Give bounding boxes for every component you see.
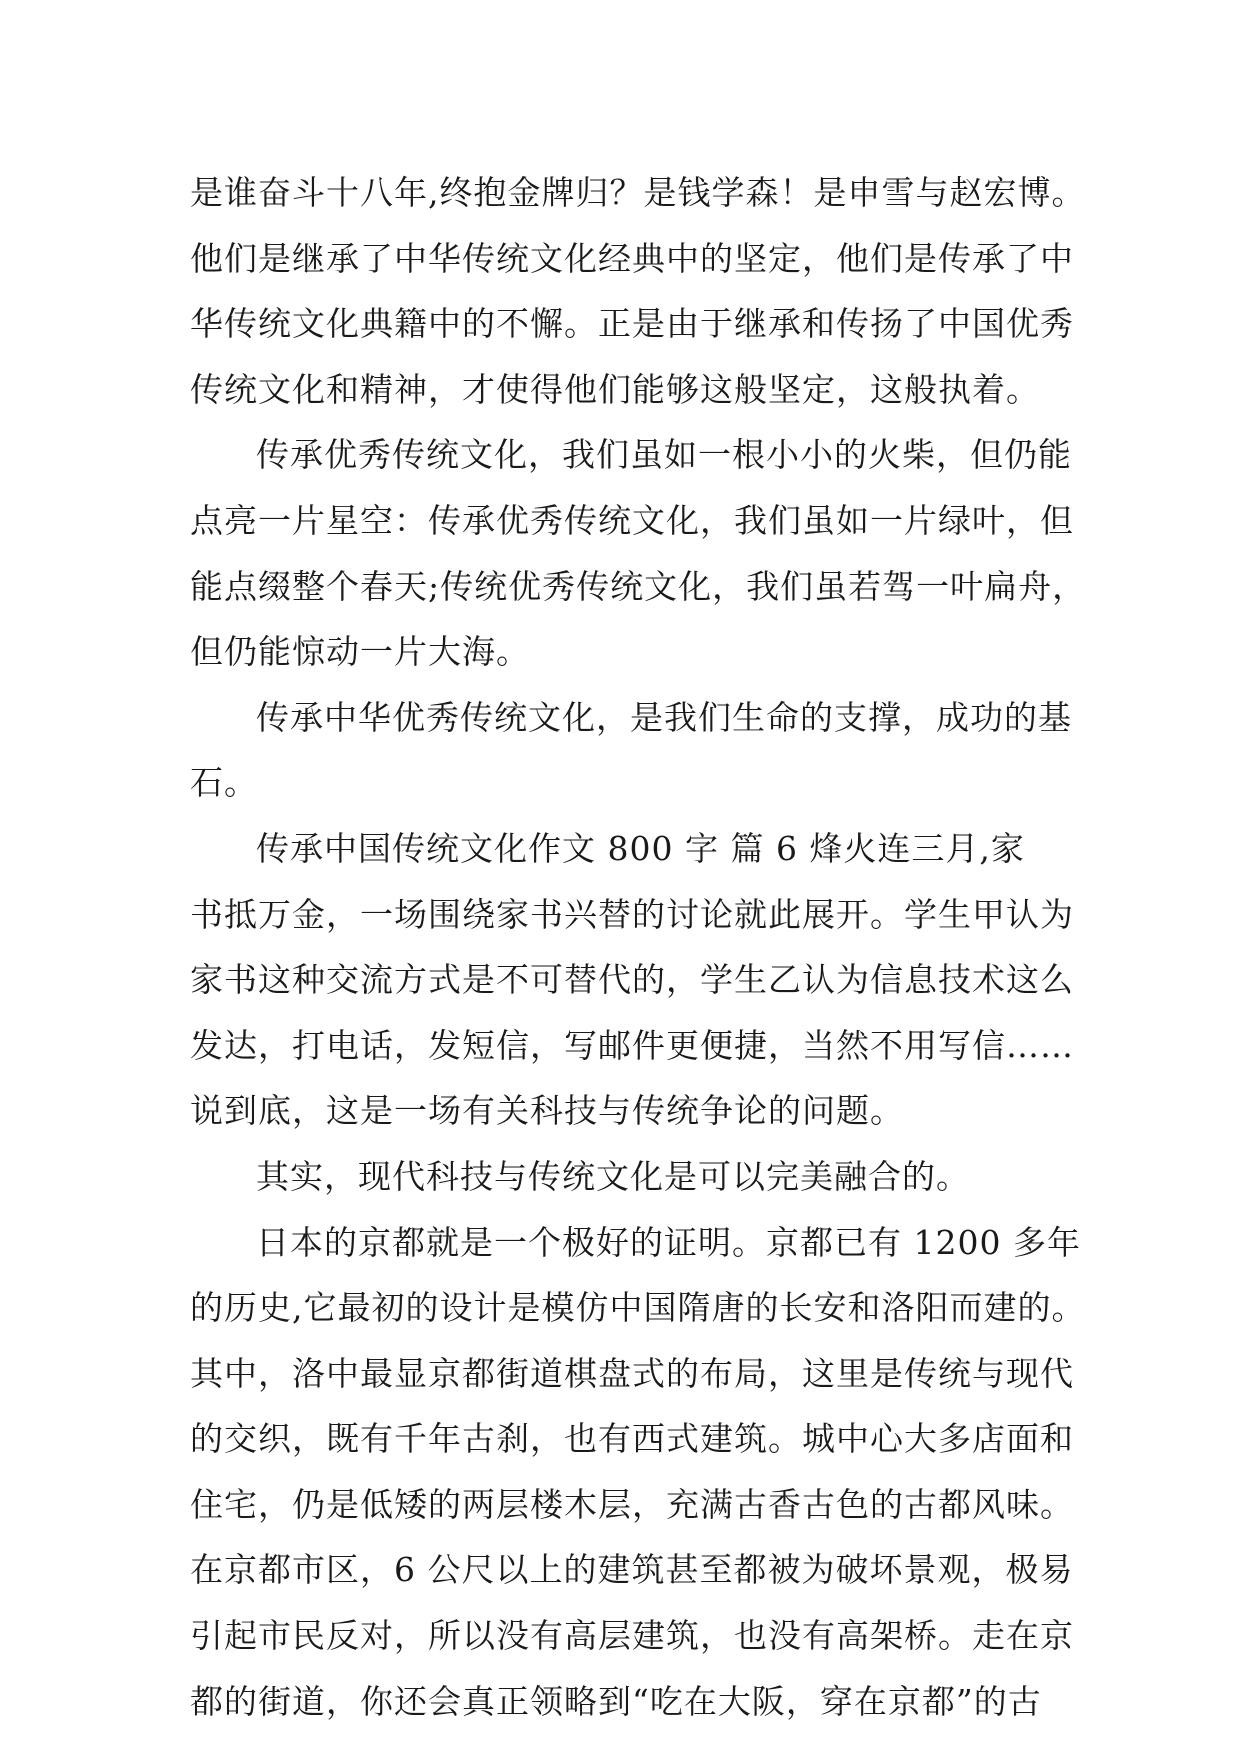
text-line: 的交织，既有千年古刹，也有西式建筑。城中心大多店面和 <box>190 1419 1074 1459</box>
text-line: 点亮一片星空：传承优秀传统文化，我们虽如一片绿叶，但 <box>190 500 1074 540</box>
text-line: 都的街道，你还会真正领略到“吃在大阪，穿在京都”的古 <box>190 1681 1042 1721</box>
text-line: 说到底，这是一场有关科技与传统争论的问题。 <box>190 1091 904 1131</box>
paragraph-first-line: 日本的京都就是一个极好的证明。京都已有 1200 多年 <box>256 1222 1081 1262</box>
text-line: 书抵万金，一场围绕家书兴替的讨论就此展开。学生甲认为 <box>190 894 1074 934</box>
text-line: 引起市民反对，所以没有高层建筑，也没有高架桥。走在京 <box>190 1616 1074 1656</box>
text-line: 其中，洛中最显京都街道棋盘式的布局，这里是传统与现代 <box>190 1353 1074 1393</box>
text-line: 发达，打电话，发短信，写邮件更便捷，当然不用写信…… <box>190 1025 1074 1065</box>
text-line: 但仍能惊动一片大海。 <box>190 632 530 672</box>
text-line: 他们是继承了中华传统文化经典中的坚定，他们是传承了中 <box>190 238 1074 278</box>
paragraph-first-line: 其实，现代科技与传统文化是可以完美融合的。 <box>256 1156 970 1196</box>
section-heading-line: 传承中国传统文化作文 800 字 篇 6 烽火连三月,家 <box>256 828 1025 868</box>
body-text <box>190 160 1090 1734</box>
paragraph-first-line: 传承中华优秀传统文化，是我们生命的支撑，成功的基 <box>256 697 1072 737</box>
text-line: 在京都市区，6 公尺以上的建筑甚至都被为破坏景观，极易 <box>190 1550 1074 1590</box>
text-line: 能点缀整个春天;传统优秀传统文化，我们虽若驾一叶扁舟， <box>190 566 1087 606</box>
text-line: 华传统文化典籍中的不懈。正是由于继承和传扬了中国优秀 <box>190 304 1074 344</box>
text-line: 住宅，仍是低矮的两层楼木层，充满古香古色的古都风味。 <box>190 1484 1074 1524</box>
paragraph-first-line: 传承优秀传统文化，我们虽如一根小小的火柴，但仍能 <box>256 435 1072 475</box>
text-line: 的历史,它最初的设计是模仿中国隋唐的长安和洛阳而建的。 <box>190 1288 1086 1328</box>
text-line: 家书这种交流方式是不可替代的，学生乙认为信息技术这么 <box>190 960 1074 1000</box>
text-line: 传统文化和精神，才使得他们能够这般坚定，这般执着。 <box>190 369 1040 409</box>
text-line: 是谁奋斗十八年,终抱金牌归？是钱学森！是申雪与赵宏博。 <box>190 173 1086 212</box>
text-line: 石。 <box>190 763 258 803</box>
